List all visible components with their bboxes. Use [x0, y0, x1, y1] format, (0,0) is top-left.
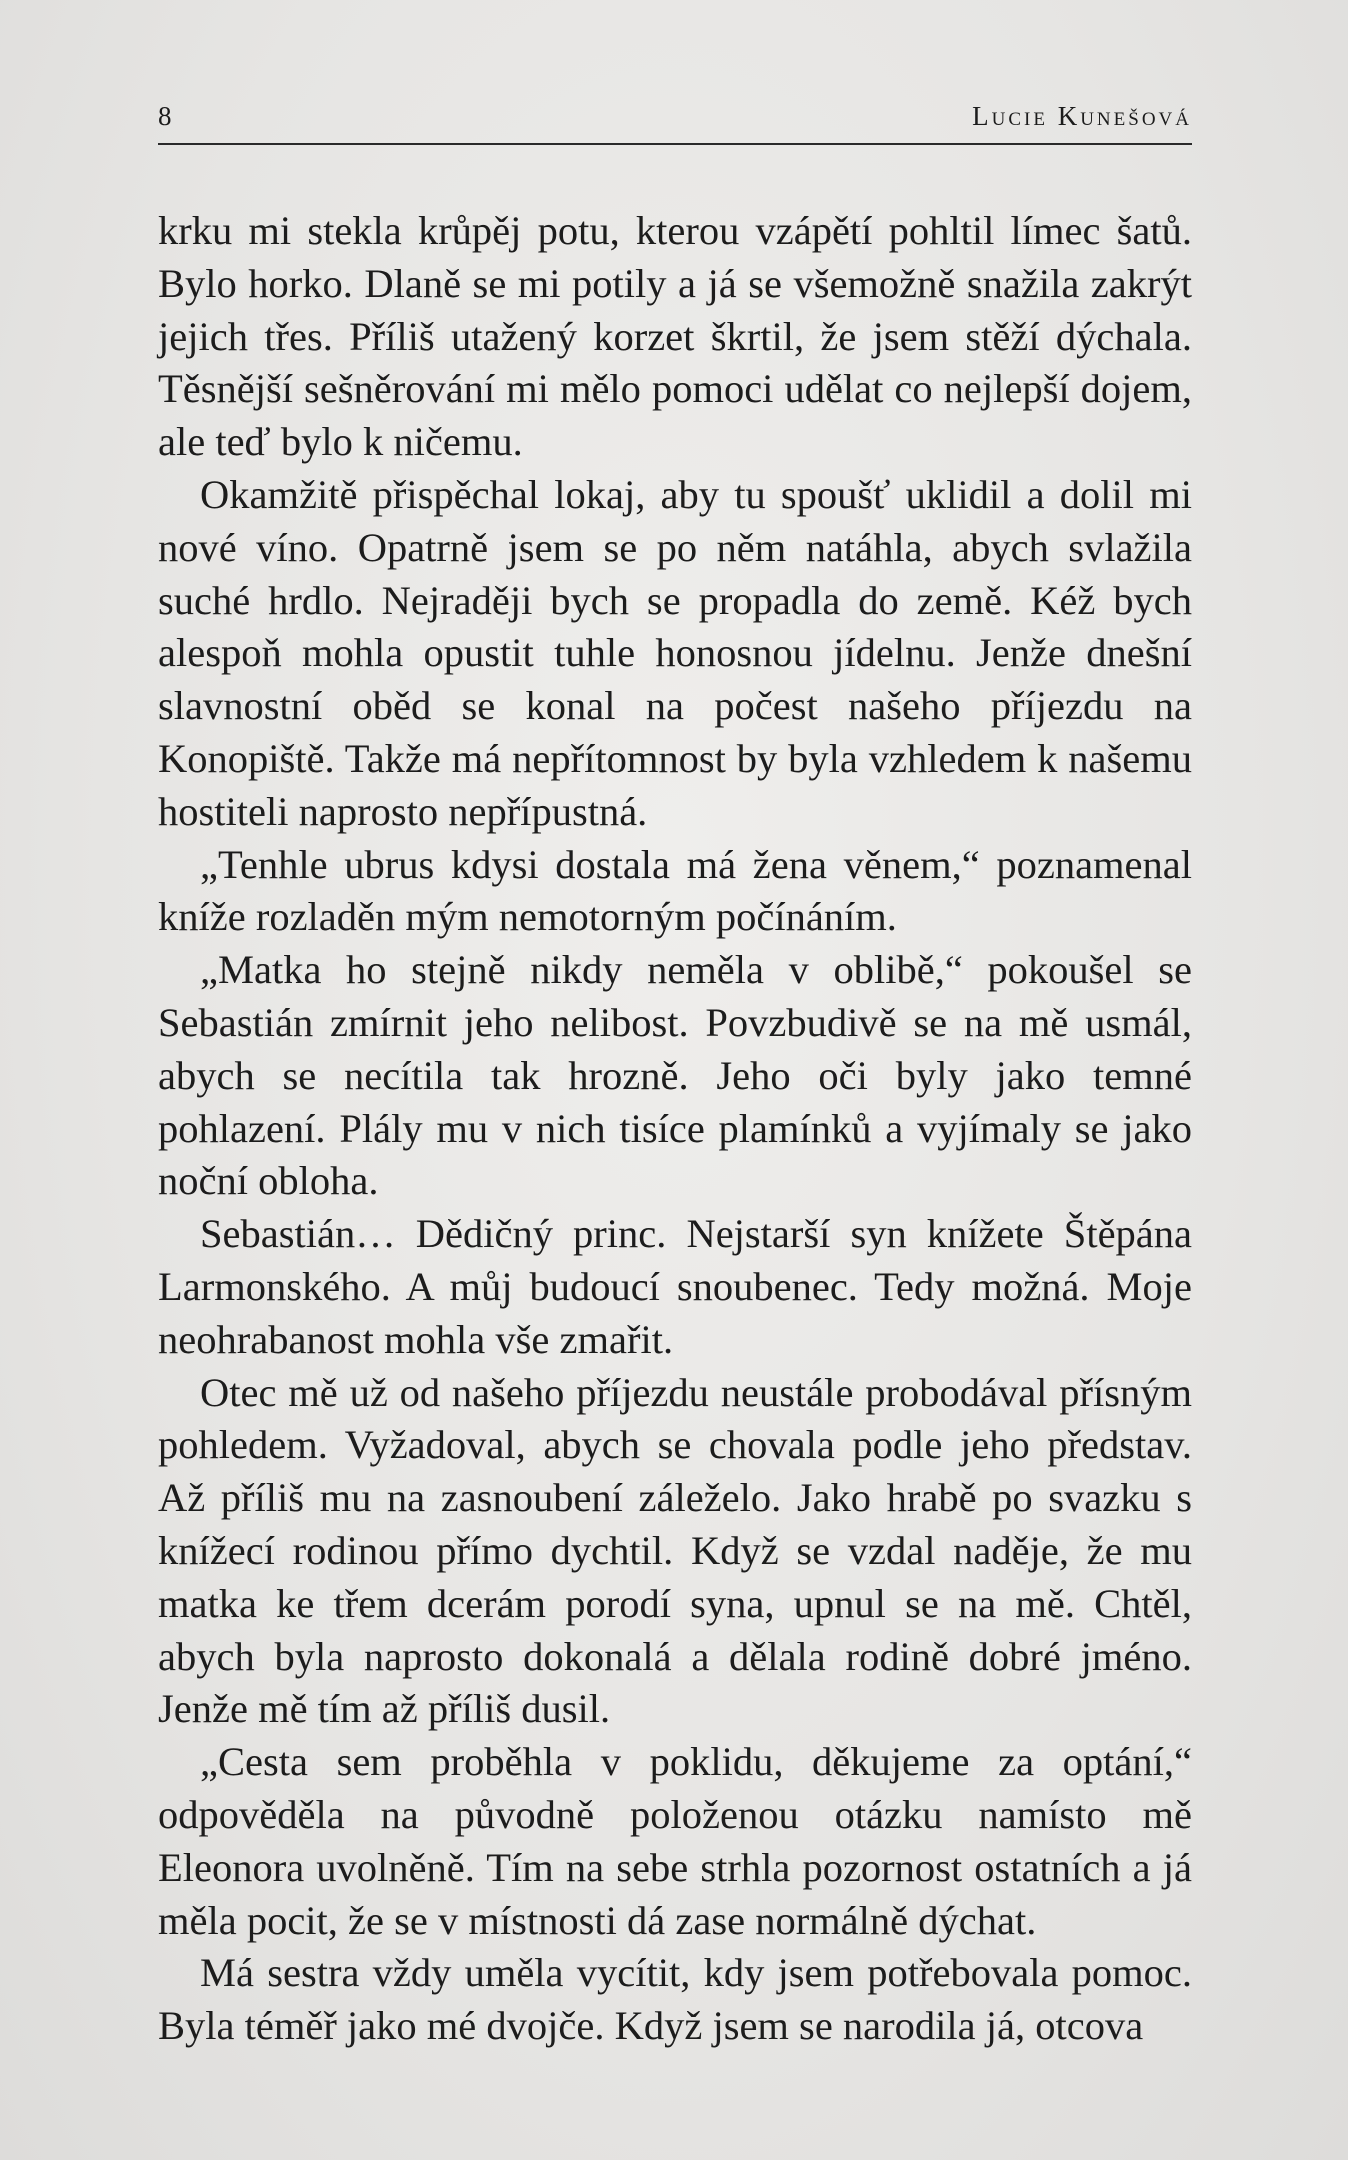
paragraph: Okamžitě přispěchal lokaj, aby tu spoušť uklidil a dolil mi nové víno. Opatrně jsem se po něm natáhla, abych svlažila suché hrdlo. Nejraději bych se propadla do země. Kéž bych alespoň mohla opustit tuhle honosnou jídelnu. Jenže dnešní slavnostní oběd se konal na počest našeho příjezdu na Konopiště. Takže má nepřítomnost by byla vzhledem k našemu hostiteli naprosto nepřípustná. [158, 471, 1192, 834]
running-head-author: Lucie Kunešová [972, 101, 1192, 131]
header-rule [158, 143, 1192, 145]
paragraph: „Matka ho stejně nikdy neměla v oblibě,“ pokoušel se Sebastián zmírnit jeho nelibost. Povzbudivě se na mě usmál, abych se necítila tak hrozně. Jeho oči byly jako temné pohlazení. Plály mu v nich tisíce plamínků a vyjímaly se jako noční obloha. [158, 947, 1192, 1204]
running-header [158, 95, 1192, 145]
paragraph: „Cesta sem proběhla v poklidu, děkujeme za optání,“ odpověděla na původně položenou otázku namísto mě Eleonora uvolněně. Tím na sebe strhla pozornost ostatních a já měla pocit, že se v místnosti dá zase normálně dýchat. [158, 1739, 1192, 1943]
paragraph: Má sestra vždy uměla vycítit, kdy jsem potřebovala pomoc. Byla téměř jako mé dvojče. Když jsem se narodila já, otcova [158, 1950, 1192, 2049]
body-text [158, 205, 1192, 2053]
page-number: 8 [158, 101, 173, 131]
paragraph: Otec mě už od našeho příjezdu neustále probodával přísným pohledem. Vyžadoval, abych se chovala podle jeho představ. Až příliš mu na zasnoubení záleželo. Jako hrabě po svazku s knížecí rodinou přímo dychtil. Když se vzdal naděje, že mu matka ke třem dcerám porodí syna, upnul se na mě. Chtěl, abych byla naprosto dokonalá a dělala rodině dobré jméno. Jenže mě tím až příliš dusil. [158, 1369, 1192, 1732]
paragraph: Sebastián… Dědičný princ. Nejstarší syn knížete Štěpána Larmonského. A můj budoucí snoubenec. Tedy možná. Moje neohrabanost mohla vše zmařit. [158, 1211, 1192, 1362]
paragraph: „Tenhle ubrus kdysi dostala má žena věnem,“ poznamenal kníže rozladěn mým nemotorným počínáním. [158, 841, 1192, 940]
book-page [158, 95, 1192, 2053]
paragraph: krku mi stekla krůpěj potu, kterou vzápětí pohltil límec šatů. Bylo horko. Dlaně se mi potily a já se všemožně snažila zakrýt jejich třes. Příliš utažený korzet škrtil, že jsem stěží dýchala. Těsnější sešněrování mi mělo pomoci udělat co nejlepší dojem, ale teď bylo k ničemu. [158, 208, 1192, 465]
